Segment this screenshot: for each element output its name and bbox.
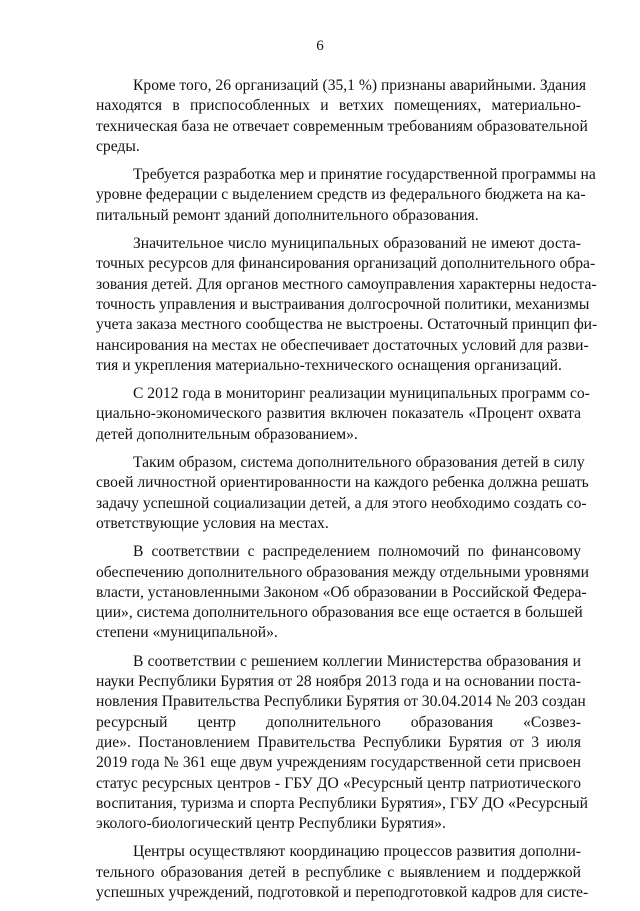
paragraph bbox=[96, 842, 589, 903]
text-line: питальный ремонт зданий дополнительного образования. bbox=[96, 206, 479, 224]
text-line: точных ресурсов для финансирования организаций дополнительного обра- bbox=[96, 255, 596, 273]
paragraph bbox=[96, 234, 598, 376]
text-line: ответствующие условия на местах. bbox=[96, 514, 329, 532]
paragraph bbox=[96, 76, 588, 157]
document-body bbox=[96, 76, 598, 911]
text-line: тия и укрепления материально-технического оснащения организаций. bbox=[96, 356, 562, 374]
text-line: техническая база не отвечает современным требованиям образовательной bbox=[96, 117, 588, 135]
text-line: Требуется разработка мер и принятие государственной программы на bbox=[133, 166, 596, 184]
text-line: детей дополнительным образованием». bbox=[96, 425, 358, 443]
text-line: Кроме того, 26 организаций (35,1 %) признаны аварийными. Здания bbox=[133, 77, 587, 94]
text-line: учета заказа местного сообщества не выстроены. Остаточный принцип фи- bbox=[96, 316, 598, 334]
text-line: воспитания, туризма и спорта Республики Бурятия», ГБУ ДО «Ресурсный bbox=[96, 794, 588, 812]
text-line: задачу успешной социализации детей, а для этого необходимо создать со- bbox=[96, 494, 587, 512]
text-line: эколого-биологический центр Республики Бурятия». bbox=[96, 815, 446, 833]
text-line: нансирования на местах не обеспечивает достаточных условий для разви- bbox=[96, 336, 589, 354]
paragraph bbox=[96, 165, 596, 226]
text-line: ции», система дополнительного образования все еще остается в большей bbox=[96, 604, 583, 622]
text-line: степени «муниципальной». bbox=[96, 624, 278, 642]
text-line: Значительное число муниципальных образований не имеют доста- bbox=[133, 235, 581, 253]
text-line: Центры осуществляют координацию процессов развития дополни- bbox=[133, 843, 581, 861]
text-line: С 2012 года в мониторинг реализации муниципальных программ со- bbox=[133, 385, 590, 403]
text-line: новления Правительства Республики Бурятия от 30.04.2014 № 203 создан bbox=[96, 693, 586, 711]
text-line: дие». Постановлением Правительства Республики Бурятия от 3 июля bbox=[96, 733, 581, 751]
text-line: статус ресурсных центров - ГБУ ДО «Ресурсный центр патриотического bbox=[96, 774, 581, 792]
text-line: уровне федерации с выделением средств из федерального бюджета на ка- bbox=[96, 186, 586, 204]
text-line: В соответствии с решением коллегии Министерства образования и bbox=[133, 652, 581, 670]
text-line: В соответствии с распределением полномочий по финансовому bbox=[133, 543, 581, 561]
text-line: точность управления и выстраивания долгосрочной политики, механизмы bbox=[96, 295, 590, 313]
text-line: циально-экономического развития включен показатель «Процент охвата bbox=[96, 405, 581, 423]
page-number: 6 bbox=[316, 38, 324, 54]
text-line: ресурсный центр дополнительного образования «Созвез- bbox=[96, 713, 581, 731]
text-line: Таким образом, система дополнительного образования детей в силу bbox=[133, 454, 585, 472]
paragraph bbox=[96, 453, 589, 534]
text-line: среды. bbox=[96, 137, 140, 155]
text-line: своей личностной ориентированности на каждого ребенка должна решать bbox=[96, 474, 589, 492]
paragraph bbox=[96, 384, 590, 445]
paragraph bbox=[96, 542, 589, 643]
text-line: власти, установленными Законом «Об образовании в Российской Федера- bbox=[96, 583, 587, 601]
text-line: 2019 года № 361 еще двум учреждениям государственной сети присвоен bbox=[96, 754, 581, 772]
text-line: обеспечению дополнительного образования между отдельными уровнями bbox=[96, 563, 589, 581]
text-line: успешных учреждений, подготовкой и переподготовкой кадров для систе- bbox=[96, 883, 589, 901]
text-line: находятся в приспособленных и ветхих помещениях, материально- bbox=[96, 97, 581, 115]
text-line: науки Республики Бурятия от 28 ноября 2013 года и на основании поста- bbox=[96, 673, 581, 691]
paragraph bbox=[96, 652, 588, 835]
text-line: тельного образования детей в республике с выявлением и поддержкой bbox=[96, 863, 581, 881]
text-line: зования детей. Для органов местного самоуправления характерны недоста- bbox=[96, 275, 597, 293]
